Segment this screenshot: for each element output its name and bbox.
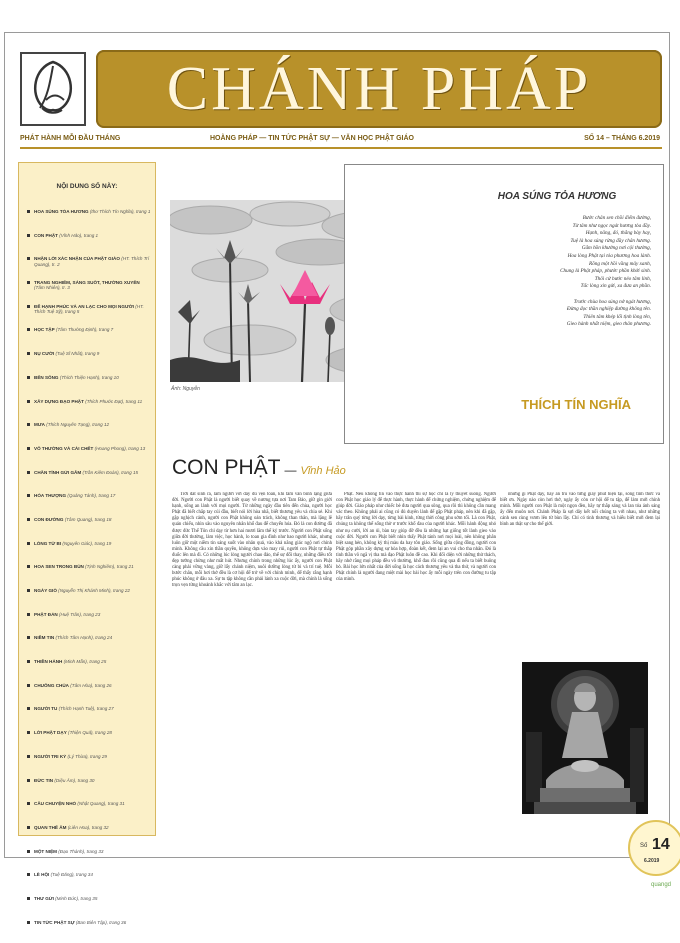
- watermark: quangd: [651, 882, 672, 888]
- toc-item-meta: (Tâm Hòa), trang 26: [70, 682, 112, 688]
- toc-item-title: CHUÔNG CHÙA: [34, 682, 69, 688]
- toc-item: [27, 517, 151, 541]
- toc-list: [27, 209, 151, 943]
- article-column-3: [500, 492, 660, 622]
- toc-item-title: TIN TỨC PHẬT SỰ: [34, 919, 75, 925]
- toc-item: [27, 209, 151, 233]
- poem-line: Tấc lòng xin gửi, xa đưa an phần.: [580, 283, 651, 290]
- toc-item-title: NGÀY GIỖ: [34, 588, 57, 593]
- toc-item-title: HOA SEN TRONG BÙN: [34, 564, 84, 570]
- toc-item-meta: (Nguyên Giác), trang 19: [62, 540, 112, 546]
- poem-line: Bước chân sen chồi điểm đường,: [582, 215, 651, 221]
- toc-item-title: HỌC TẬP: [34, 327, 55, 333]
- toc-item-title: NIỀM TIN: [34, 635, 55, 641]
- issue-number: 14: [652, 836, 670, 853]
- toc-item-meta: (Tâm Thường Định), trang 7: [55, 327, 114, 333]
- toc-item: [27, 706, 151, 730]
- toc-item-title: MƯA: [34, 422, 45, 428]
- toc-item-title: NHẬN LỜI XÁC NHẬN CỦA PHẬT GIÁO: [34, 256, 120, 262]
- masthead-subbar: [20, 131, 662, 147]
- lotus-leaf-logo: [20, 52, 86, 126]
- article-title: CON PHẬT: [172, 456, 281, 479]
- toc-item: [27, 588, 151, 612]
- toc-item: [27, 778, 151, 802]
- toc-item-meta: (Nguyễn Thị Khánh Minh), trang 22: [58, 588, 130, 593]
- toc-item-meta: (Tuệ Đăng), trang 34: [50, 872, 93, 878]
- frequency-tag: PHÁT HÀNH MỖI ĐẦU THÁNG: [20, 135, 121, 142]
- toc-item-title: ĐỂ HẠNH PHÚC VÀ AN LẠC CHO MỌI NGƯỜI: [34, 303, 134, 309]
- poem-line: Rồng một hồi vầng mây xanh,: [589, 260, 651, 267]
- poem-line: Gieo hành nhất niệm, gieo thân phương.: [566, 321, 651, 328]
- masthead-title: CHÁNH PHÁP: [166, 55, 592, 123]
- poem-line: Đừng đọc thần nghiệp đường không tên.: [566, 306, 651, 313]
- toc-item: [27, 730, 151, 754]
- header-rule: [20, 147, 662, 149]
- poem-line: Trước chùa hoa súng nở ngát hương,: [573, 298, 651, 305]
- toc-item-meta: (Lý Thừa), trang 29: [67, 753, 107, 759]
- toc-item: [27, 683, 151, 707]
- article-header: [172, 456, 346, 480]
- toc-item: [27, 446, 151, 470]
- toc-item-meta: (Minh Đức), trang 35: [55, 895, 98, 901]
- toc-item-title: CHÂN TÌNH GỬI GẮM: [34, 469, 82, 475]
- column-3-text: những gì Phật dạy, hãy an trú vào từng giây phút hiện tại, sống tỉnh thức và biết ơn. Ngày nào còn hơi thở, ngày ấy còn cơ hội để tu tập, để làm mới chính mình. Mỗi người con Phật là một ngọn đèn, hãy tự thắp sáng và lan tỏa ánh sáng ấy đến muôn nơi. Chánh Pháp là sợi dây kết nối chúng ta với nhau, như những cánh sen cùng vươn lên từ bùn lầy. Chỉ có tình thương và hiểu biết mới đem lại bình an thật sự cho thế giới.: [500, 492, 660, 528]
- article-author: Vĩnh Hảo: [300, 465, 346, 477]
- toc-title: NỘI DUNG SỐ NÀY:: [56, 183, 118, 190]
- poem-box: [344, 164, 664, 444]
- issue-date: 6.2019: [644, 858, 660, 864]
- toc-item-meta: (Thích Tâm Hạnh), trang 24: [55, 635, 113, 641]
- toc-item-title: HÒA THƯỢNG: [34, 493, 67, 499]
- article-separator: —: [284, 463, 297, 477]
- article-column-1: [172, 492, 332, 832]
- toc-item: [27, 375, 151, 399]
- toc-item-title: BẾN SÔNG: [34, 374, 59, 380]
- poem-line: Từ tâm như ngọc ngát hương tỏa đầy.: [572, 222, 651, 229]
- toc-item-title: THIỀN HÀNH: [34, 659, 63, 665]
- toc-item-meta: (Huệ Trân), trang 23: [59, 611, 101, 617]
- poem-line: Hoa lòng Phật tại tỏa phương hoa lành.: [567, 252, 651, 259]
- toc-item: [27, 422, 151, 446]
- toc-item-meta: (Nhật Quang), trang 31: [77, 801, 125, 807]
- toc-item-title: XÂY DỰNG ĐẠO PHẬT: [34, 398, 84, 404]
- toc-item-title: CON PHẬT: [34, 232, 58, 238]
- toc-item-title: NGƯỜI TRI KỶ: [34, 753, 67, 759]
- toc-item-meta: (Thích Thiện Hạnh), trang 10: [59, 374, 119, 380]
- toc-item-title: CON ĐƯỜNG: [34, 516, 64, 522]
- toc-item-title: NỤ CƯỜI: [34, 351, 55, 357]
- toc-item-meta: (Đạo Thành), trang 33: [58, 848, 104, 854]
- photo-caption: Ảnh: Nguyễn: [171, 386, 200, 392]
- toc-item-meta: (Minh Mẫn), trang 25: [63, 659, 107, 665]
- toc-item-title: LỜI PHẬT DẠY: [34, 730, 67, 736]
- article-column-2: [336, 492, 496, 832]
- toc-item: [27, 470, 151, 494]
- toc-item: [27, 801, 151, 825]
- toc-item-meta: (Thích Phước Đạt), trang 11: [85, 398, 143, 404]
- poem-line: [455, 291, 651, 299]
- toc-item: [27, 280, 151, 304]
- toc-item-meta: (HT. Thích Tuệ Sỹ), trang 5: [34, 303, 144, 314]
- toc-item-meta: (Tâm Quang), trang 18: [64, 516, 112, 522]
- poem-line: Thiên tâm khép lối tịnh lòng tên,: [583, 313, 651, 320]
- poem-line: Chung là Phật pháp, phước phần khởi sinh.: [560, 268, 651, 275]
- toc-item-meta: (Diệu Âm), trang 30: [54, 777, 95, 783]
- toc-item-meta: (Vĩnh Hảo), trang 1: [59, 232, 99, 238]
- toc-item-title: MỘT NIỆM: [34, 848, 57, 854]
- toc-item-title: LÒNG TỪ BI: [34, 540, 62, 546]
- toc-item: [27, 635, 151, 659]
- column-1-text: Trời đất sinh ra, làm người với đầy đủ vẹn toàn, khi tâm vẫn bình lặng giữa đời. Người con Phật là người biết quay về nương tựa nơi Tam Bảo, giữ gìn giới hạnh, sống an lành với mọi người. Từ những ngày đầu tiên đến chùa, người học Phật đã biết chắp tay cúi đầu, biết nói lời hòa nhã, biết thương yêu và chia sẻ. Khi gặp nghịch cảnh, người con Phật không oán trách, không than thân, mà lặng lẽ quán chiếu, nhìn sâu vào nguyên nhân khổ đau để chuyển hóa. Đó là con đường đã được đức Thế Tôn chỉ dạy từ hơn hai mươi lăm thế kỷ trước. Người con Phật sống giữa đời thường, làm việc, học hành, lo toan gia đình như bao người khác, nhưng luôn giữ một niềm tin sáng suốt vào nhân quả, vào khả năng giác ngộ nơi chính mình. Không cầu xin thần quyền, không dựa vào may rủi, người con Phật tự thắp đuốc lên mà đi. Có những lúc lòng người chao đảo, thế sự đổi thay, những điều tốt đẹp tưởng chừng như mất hút. Nhưng chính trong những lúc ấy, người con Phật càng phải vững vàng, giữ lấy chánh niệm, nuôi dưỡng lòng từ bi và trí tuệ. Mỗi bước chân, mỗi hơi thở đều là cơ hội để trở về với chính mình, để thấy rằng hạnh phúc không ở đâu xa. Sự tu tập không cần phải lánh xa cuộc đời, mà chính là sống trọn vẹn từng khoảnh khắc với tâm an lạc.: [172, 492, 332, 589]
- toc-item-meta: (Trần Kiêm Đoàn), trang 15: [82, 469, 139, 475]
- toc-item-meta: (Tuệ Sĩ Nhất), trang 9: [55, 351, 100, 357]
- toc-item-title: THƯ GỬI: [34, 895, 54, 901]
- table-of-contents: [18, 162, 156, 925]
- toc-item-title: QUAN THẾ ÂM: [34, 824, 67, 830]
- toc-item-title: VÔ THƯỜNG VÀ CÁI CHẾT: [34, 445, 94, 451]
- buddha-statue-photo: [522, 662, 648, 814]
- toc-item: [27, 256, 151, 280]
- column-2-text: Phật. Nếu không tin vào thực hành thì sự học chỉ là lý thuyết suông. Người con Phật học giáo lý để thực hành, thực hành để chứng nghiệm, chứng nghiệm để giúp đời. Giáo pháp như chiếc bè đưa người qua sông, qua rồi thì không cần mang vác theo. Không phải ai cũng có đủ duyên lành để gặp Phật pháp, nên khi đã gặp, hãy trân quý từng lời dạy, từng bài kinh, từng thời công phu sớm tối. Là con Phật, chúng ta không thể sống thờ ơ trước khổ đau của người khác. Mỗi hành động nhỏ như nụ cười, lời an ủi, bàn tay giúp đỡ đều là những hạt giống tốt lành gieo vào cuộc đời. Người con Phật biết nhìn thấy Phật tánh nơi mọi loài, nên không phân biệt sang hèn, không kỳ thị màu da hay tôn giáo. Sống giữa cộng đồng, người con Phật góp phần xây dựng sự hòa hợp, đoàn kết, đem lại an vui cho tha nhân. Đó là tinh thần vô ngã vị tha mà đạo Phật luôn đề cao. Khi đối diện với những thử thách, hãy nhớ rằng mọi pháp đều vô thường, khổ đau rồi cũng qua đi nếu ta biết buông bỏ. Bài học lớn nhất của đời sống là học cách thương yêu và tha thứ, và người con Phật chính là người đang miệt mài học bài học ấy mỗi ngày trên con đường tu tập của mình.: [336, 492, 496, 583]
- toc-item: [27, 493, 151, 517]
- toc-item: [27, 304, 151, 328]
- issue-label: Số: [640, 843, 648, 849]
- toc-item-meta: (Tâm Nhiên), tr. 3: [34, 285, 70, 291]
- masthead-banner: [96, 50, 662, 128]
- issue-badge: [628, 820, 680, 876]
- toc-item-meta: (Ban Biên Tập), trang 36: [75, 919, 127, 925]
- toc-item-meta: (Tịnh Nghiêm), trang 21: [85, 564, 134, 570]
- toc-item-meta: (Thiện Quả), trang 28: [68, 730, 112, 736]
- toc-item-meta: (Quảng Tánh), trang 17: [67, 493, 116, 499]
- toc-item: [27, 327, 151, 351]
- toc-item-meta: (Thích Hạnh Tuệ), trang 27: [58, 706, 114, 712]
- toc-item-title: PHẬT ĐẢN: [34, 611, 58, 617]
- toc-item-title: ĐỨC TIN: [34, 777, 54, 783]
- poem-body: [455, 215, 651, 329]
- toc-item-title: HOA SÚNG TỎA HƯƠNG: [34, 209, 89, 214]
- poem-line: Hạnh, năng, đó, thắng bày hay,: [585, 230, 651, 237]
- poem-title: HOA SÚNG TỎA HƯƠNG: [497, 191, 617, 202]
- toc-item: [27, 920, 151, 943]
- section-tagline: HOẰNG PHÁP — TIN TỨC PHẬT SỰ — VĂN HỌC PHẬT GIÁO: [210, 135, 414, 142]
- poem-author: THÍCH TÍN NGHĨA: [521, 397, 631, 412]
- toc-item-title: NGƯỜI TU: [34, 706, 58, 712]
- toc-item: [27, 233, 151, 257]
- toc-item: [27, 659, 151, 683]
- toc-item: [27, 849, 151, 873]
- toc-item-meta: (Thích Nguyên Tạng), trang 12: [46, 422, 110, 428]
- poem-line: Tuệ là hoa súng rừng đầy chân hương.: [570, 237, 651, 244]
- toc-item: [27, 872, 151, 896]
- poem-line: Gắm hồn khướng nơi cội thường,: [581, 245, 651, 252]
- toc-item-title: CÂU CHUYỆN NHỎ: [34, 801, 77, 807]
- toc-item-title: LỄ HỘI: [34, 872, 50, 878]
- toc-item: [27, 399, 151, 423]
- toc-item: [27, 896, 151, 920]
- toc-item: [27, 564, 151, 588]
- toc-item: [27, 351, 151, 375]
- toc-item: [27, 612, 151, 636]
- toc-item: [27, 754, 151, 778]
- toc-item: [27, 825, 151, 849]
- toc-item-meta: (thơ Thích Tín Nghĩa), trang 1: [89, 209, 151, 214]
- toc-item-meta: (HT. Thích Trí Quang), tr. 2: [34, 256, 150, 267]
- poem-line: Thôi cứ bước nẻo tâm linh,: [594, 275, 651, 282]
- toc-item-meta: (Hoang Phong), trang 13: [94, 445, 146, 451]
- issue-tag: SỐ 14 – THÁNG 6.2019: [584, 135, 660, 142]
- toc-item-meta: (Liên Hoa), trang 32: [67, 824, 109, 830]
- toc-item: [27, 541, 151, 565]
- toc-item-title: TRANG NGHIÊM, SÁNG SUỐT, THƯỜNG XUYÊN: [34, 280, 140, 286]
